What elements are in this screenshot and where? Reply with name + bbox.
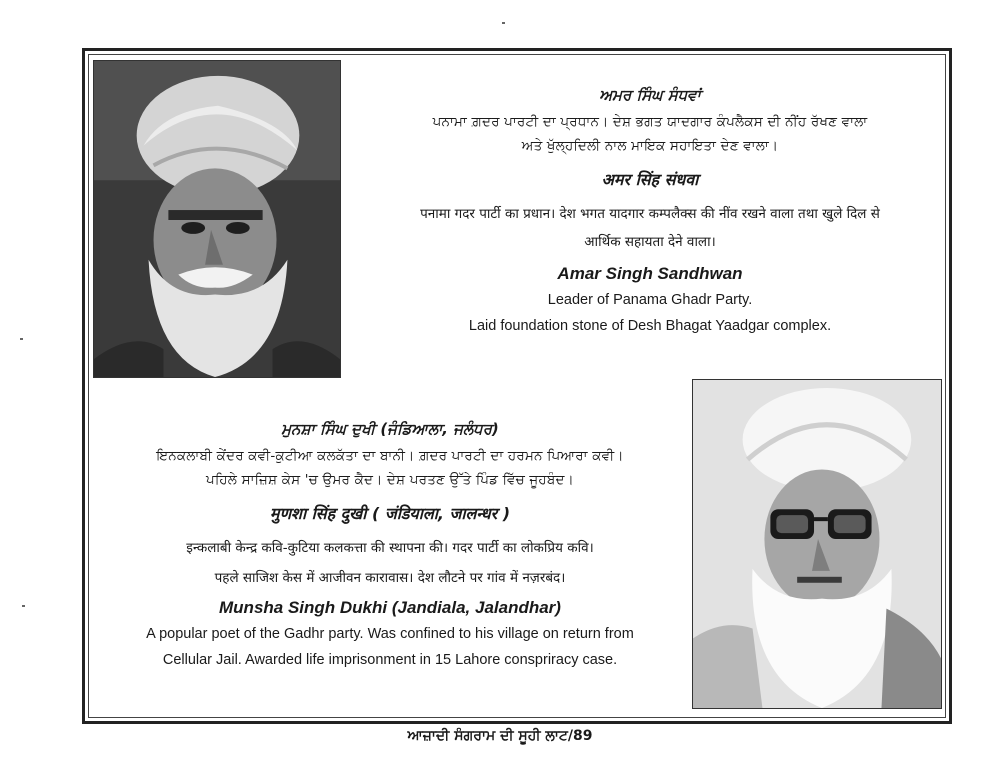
amar-line2-english: Laid foundation stone of Desh Bhagat Yaadgar complex. [468,318,832,334]
munsha-line2-hindi: पहले साजिश केस में आजीवन कारावास। देश लौटने पर गांव में नज़रबंद। [214,570,566,586]
amar-line2-hindi: आर्थिक सहायता देने वाला। [584,234,716,250]
munsha-title-english: Munsha Singh Dukhi (Jandiala, Jalandhar) [219,598,561,617]
munsha-line2-punjabi: ਪਹਿਲੇ ਸਾਜ਼ਿਸ਼ ਕੇਸ 'ਚ ਉਮਰ ਕੈਦ। ਦੇਸ਼ ਪਰਤਣ ਉੱਤੇ ਪਿੰਡ ਵਿੱਚ ਜੂਹਬੰਦ। [206,472,574,488]
amar-title-punjabi: ਅਮਰ ਸਿੰਘ ਸੰਧਵਾਂ [599,86,701,104]
amar-title-english: Amar Singh Sandhwan [557,264,743,283]
portrait-munsha-singh-dukhi [692,379,942,709]
amar-line2-punjabi: ਅਤੇ ਖੁੱਲ੍ਹਦਿਲੀ ਨਾਲ ਮਾਇਕ ਸਹਾਇਤਾ ਦੇਣ ਵਾਲਾ। [521,138,779,154]
amar-line1-punjabi: ਪਨਾਮਾ ਗ਼ਦਰ ਪਾਰਟੀ ਦਾ ਪ੍ਰਧਾਨ। ਦੇਸ਼ ਭਗਤ ਯਾਦਗਾਰ ਕੰਪਲੈਕਸ ਦੀ ਨੀਂਹ ਰੱਖਣ ਵਾਲਾ [432,114,868,130]
munsha-line1-punjabi: ਇਨਕਲਾਬੀ ਕੇਂਦਰ ਕਵੀ-ਕੁਟੀਆ ਕਲਕੱਤਾ ਦਾ ਬਾਨੀ। ਗ਼ਦਰ ਪਾਰਟੀ ਦਾ ਹਰਮਨ ਪਿਆਰਾ ਕਵੀ। [156,448,624,464]
scan-speck [20,338,23,340]
munsha-line1-hindi: इन्कलाबी केन्द्र कवि-कुटिया कलकत्ता की स्थापना की। गदर पार्टी का लोकप्रिय कवि। [186,540,594,556]
scan-speck [502,22,505,24]
munsha-title-punjabi: ਮੁਨਸ਼ਾ ਸਿੰਘ ਦੁਖੀ (ਜੰਡਿਆਲਾ, ਜਲੰਧਰ) [281,420,499,438]
amar-line1-english: Leader of Panama Ghadr Party. [547,292,753,308]
portrait-amar-singh-sandhwan [93,60,341,378]
munsha-line2-english: Cellular Jail. Awarded life imprisonment in 15 Lahore conspriracy case. [162,652,618,668]
munsha-line1-english: A popular poet of the Gadhr party. Was confined to his village on return from [146,626,634,642]
amar-title-hindi: अमर सिंह संधवा [601,170,699,189]
scan-speck [22,605,25,607]
page-footer: ਆਜ਼ਾਦੀ ਸੰਗਰਾਮ ਦੀ ਸੂਹੀ ਲਾਟ/89 [407,728,593,744]
munsha-title-hindi: मुणशा सिंह दुखी ( जंडियाला, जालन्धर ) [269,504,511,523]
amar-line1-hindi: पनामा गदर पार्टी का प्रधान। देश भगत यादगार कम्पलैक्स की नींव रखने वाला तथा खुले दिल से [420,206,880,222]
